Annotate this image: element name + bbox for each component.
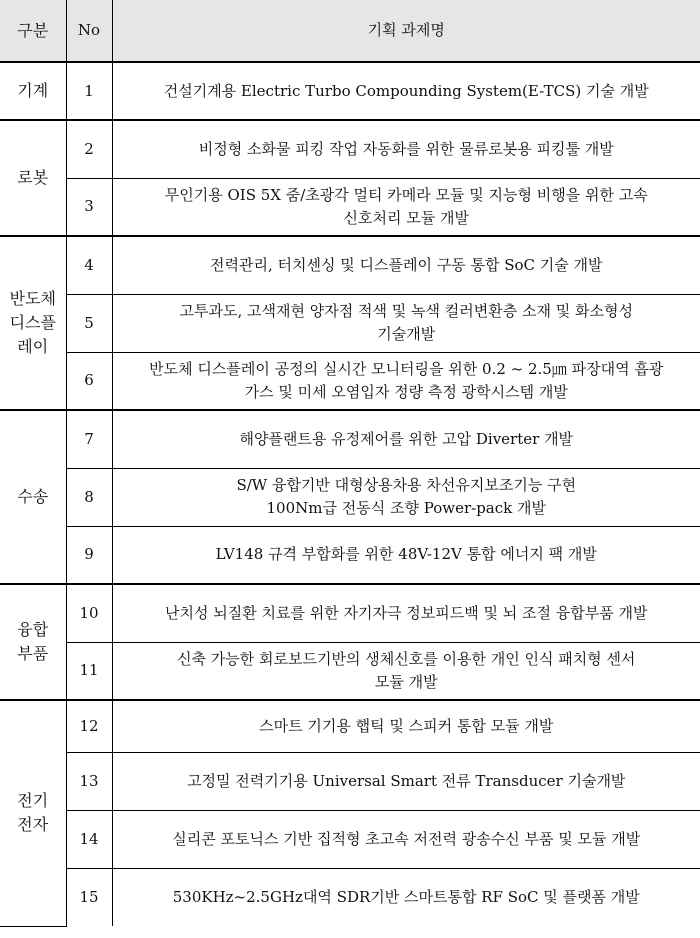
category-cell: 기계	[0, 62, 66, 120]
project-title: 반도체 디스플레이 공정의 실시간 모니터링을 위한 0.2 ~ 2.5㎛ 파장대역 흡광 가스 및 미세 오염입자 정량 측정 광학시스템 개발	[112, 352, 700, 410]
table-row	[0, 810, 700, 868]
table-row	[0, 294, 700, 352]
project-title: LV148 규격 부합화를 위한 48V-12V 통합 에너지 팩 개발	[112, 526, 700, 584]
header-category: 구분	[0, 0, 66, 62]
project-title: 해양플랜트용 유정제어를 위한 고압 Diverter 개발	[112, 410, 700, 468]
table-row	[0, 700, 700, 752]
project-title: S/W 융합기반 대형상용차용 차선유지보조기능 구현 100Nm급 전동식 조향 Power-pack 개발	[112, 468, 700, 526]
row-number: 8	[66, 468, 112, 526]
project-title: 실리콘 포토닉스 기반 집적형 초고속 저전력 광송수신 부품 및 모듈 개발	[112, 810, 700, 868]
row-number: 11	[66, 642, 112, 700]
project-title: 무인기용 OIS 5X 줌/초광각 멀티 카메라 모듈 및 지능형 비행을 위한 고속 신호처리 모듈 개발	[112, 178, 700, 236]
row-number: 2	[66, 120, 112, 178]
category-cell: 반도체 디스플 레이	[0, 236, 66, 410]
row-number: 7	[66, 410, 112, 468]
table-row	[0, 584, 700, 642]
category-cell: 로봇	[0, 120, 66, 236]
header-no: No	[66, 0, 112, 62]
table-row	[0, 236, 700, 294]
row-number: 9	[66, 526, 112, 584]
table-row	[0, 178, 700, 236]
project-title: 신축 가능한 회로보드기반의 생체신호를 이용한 개인 인식 패치형 센서 모듈 개발	[112, 642, 700, 700]
table-row	[0, 410, 700, 468]
row-number: 4	[66, 236, 112, 294]
row-number: 14	[66, 810, 112, 868]
category-cell: 전기 전자	[0, 700, 66, 926]
category-cell: 수송	[0, 410, 66, 584]
row-number: 10	[66, 584, 112, 642]
header-title: 기획 과제명	[112, 0, 700, 62]
project-title: 건설기계용 Electric Turbo Compounding System(E-TCS) 기술 개발	[112, 62, 700, 120]
category-cell: 융합 부품	[0, 584, 66, 700]
project-title: 530KHz~2.5GHz대역 SDR기반 스마트통합 RF SoC 및 플랫폼 개발	[112, 868, 700, 926]
table-row	[0, 62, 700, 120]
table-body	[0, 62, 700, 926]
row-number: 3	[66, 178, 112, 236]
row-number: 12	[66, 700, 112, 752]
project-title: 전력관리, 터치센싱 및 디스플레이 구동 통합 SoC 기술 개발	[112, 236, 700, 294]
row-number: 15	[66, 868, 112, 926]
project-title: 고투과도, 고색재현 양자점 적색 및 녹색 컬러변환층 소재 및 화소형성 기술개발	[112, 294, 700, 352]
table-row	[0, 868, 700, 926]
table-row	[0, 526, 700, 584]
table-row	[0, 352, 700, 410]
project-title: 스마트 기기용 햅틱 및 스피커 통합 모듈 개발	[112, 700, 700, 752]
row-number: 13	[66, 752, 112, 810]
table-row	[0, 752, 700, 810]
row-number: 1	[66, 62, 112, 120]
row-number: 6	[66, 352, 112, 410]
row-number: 5	[66, 294, 112, 352]
table-row	[0, 120, 700, 178]
table-row	[0, 642, 700, 700]
project-title: 비정형 소화물 피킹 작업 자동화를 위한 물류로봇용 피킹툴 개발	[112, 120, 700, 178]
project-title: 고정밀 전력기기용 Universal Smart 전류 Transducer 기술개발	[112, 752, 700, 810]
table-row	[0, 468, 700, 526]
project-title: 난치성 뇌질환 치료를 위한 자기자극 정보피드백 및 뇌 조절 융합부품 개발	[112, 584, 700, 642]
table-header	[0, 0, 700, 62]
